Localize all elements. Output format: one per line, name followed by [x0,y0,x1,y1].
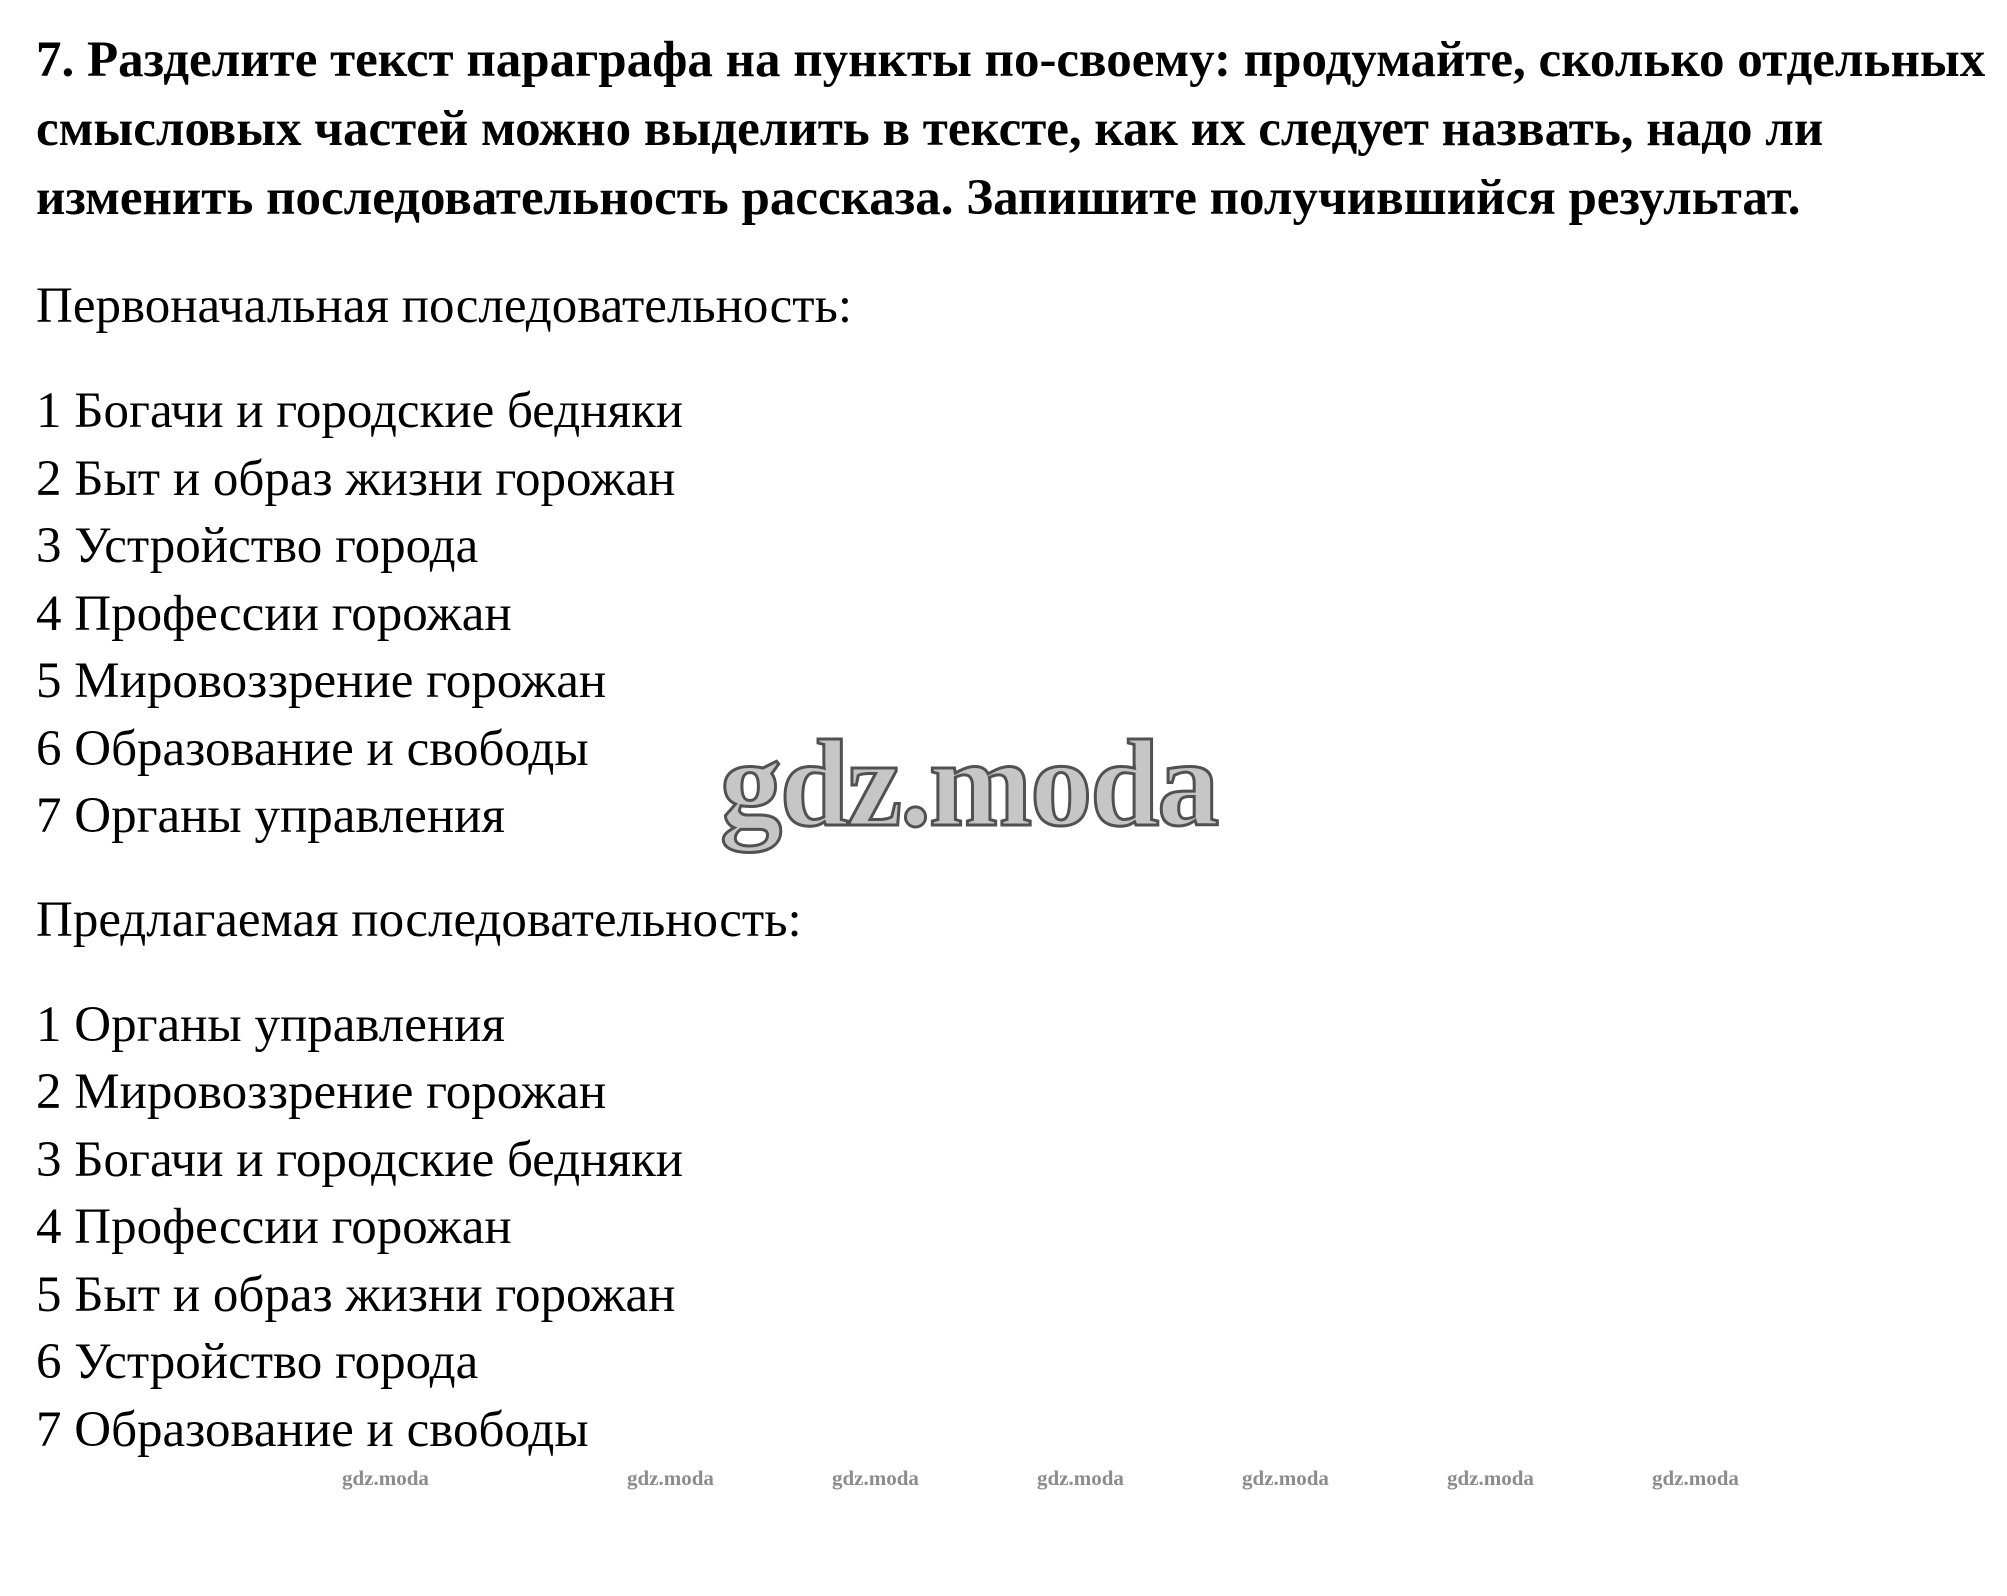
task-heading: 7. Разделите текст параграфа на пункты по-своему: продумайте, сколько отдельных смысловых частей можно выделить в тексте, как их следует назвать, надо ли изменить последовательность рассказа. Запишите получившийся результат. [36,32,1986,226]
list-item: 1 Органы управления [36,996,505,1053]
watermark-small: gdz.moda [342,1466,429,1490]
list-item: 4 Профессии горожан [36,585,512,642]
watermark-small: gdz.moda [1447,1466,1534,1490]
watermark-small: gdz.moda [1037,1466,1124,1490]
watermark-small: gdz.moda [1652,1466,1739,1490]
list-item: 7 Органы управления [36,788,505,844]
list-item: 6 Устройство города [36,1334,479,1390]
original-sequence-label: Первоначальная последовательность: [36,278,852,334]
watermark-small: gdz.moda [832,1466,919,1490]
watermark-small: gdz.moda [627,1466,714,1490]
list-item: 6 Образование и свободы [36,720,589,777]
list-item: 5 Быт и образ жизни горожан [36,1266,676,1323]
watermark-large: gdz.moda [720,715,1218,852]
watermark-small: gdz.moda [1242,1466,1329,1490]
list-item: 3 Устройство города [36,518,479,574]
list-item: 1 Богачи и городские бедняки [36,383,684,439]
list-item: 4 Профессии горожан [36,1199,512,1255]
proposed-sequence-list [36,992,1986,1465]
list-item: 2 Мировоззрение горожан [36,1064,607,1120]
list-item: 5 Мировоззрение горожан [36,653,607,709]
list-item: 3 Богачи и городские бедняки [36,1131,684,1188]
list-item: 7 Образование и свободы [36,1401,589,1458]
list-item: 2 Быт и образ жизни горожан [36,450,676,507]
proposed-sequence-label: Предлагаемая последовательность: [36,891,802,948]
watermark-row [0,1466,2007,1496]
